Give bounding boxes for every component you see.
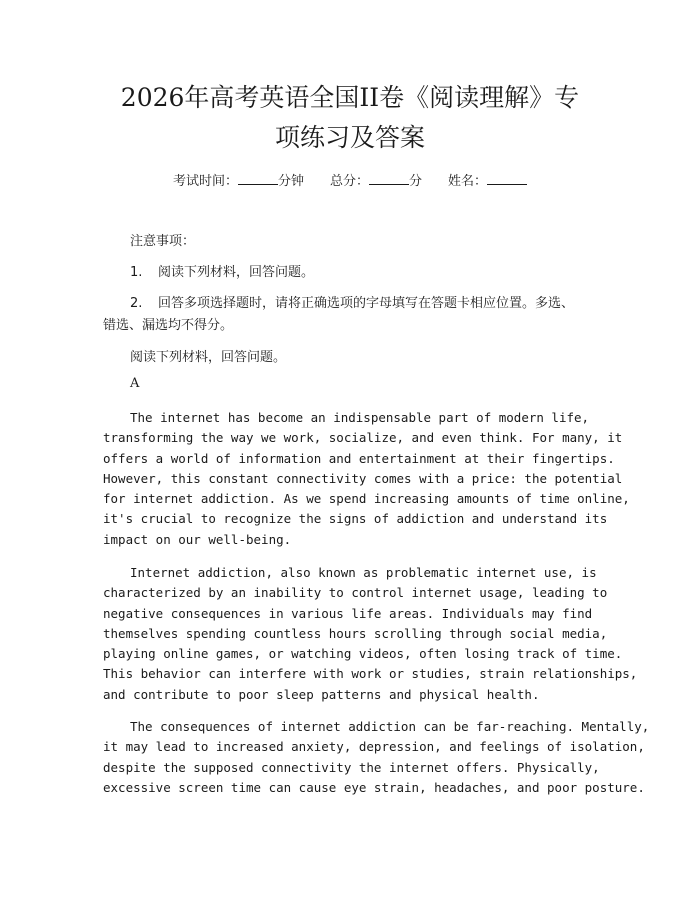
time-label: 考试时间： — [172, 174, 238, 189]
paragraph-line: excessive screen time can cause eye strain, headaches, and poor posture. — [103, 779, 645, 795]
title-line-2: 项练习及答案 — [274, 123, 425, 152]
reading-instruction: 阅读下列材料，回答问题。 — [130, 350, 287, 365]
notice-item-2-text-line-2: 错选、漏选均不得分。 — [103, 318, 234, 333]
score-label: 总分： — [329, 174, 369, 189]
notice-item-1-text: 阅读下列材料，回答问题。 — [158, 265, 315, 280]
paragraph-line: The internet has become an indispensable part of modern life, — [130, 410, 590, 425]
notice-title: 注意事项： — [130, 234, 196, 249]
paragraph-line: The consequences of internet addiction can be far-reaching. Mentally, — [130, 719, 650, 734]
passage-paragraph-2 — [103, 563, 638, 705]
paragraph-line: However, this constant connectivity comes with a price: the potential — [103, 470, 623, 486]
paragraph-line: characterized by an inability to control internet usage, leading to — [103, 585, 608, 601]
notice-item-2-number: 2. — [130, 296, 143, 311]
notice-item-2-text-line-1: 回答多项选择题时，请将正确选项的字母填写在答题卡相应位置。多选、 — [158, 296, 575, 311]
passage-paragraph-1 — [103, 408, 630, 550]
paragraph-line: This behavior can interfere with work or studies, strain relationships, — [103, 666, 638, 682]
paragraph-line: despite the supposed connectivity the internet offers. Physically, — [103, 759, 600, 775]
title-line-1: 2026年高考英语全国II卷《阅读理解》专 — [120, 83, 580, 112]
score-blank — [369, 172, 409, 185]
paragraph-line: transforming the way we work, socialize, and even think. For many, it — [103, 430, 623, 446]
paragraph-line: it's crucial to recognize the signs of addiction and understand its — [103, 511, 608, 527]
notice-item-2 — [130, 292, 574, 311]
paragraph-line: negative consequences in various life areas. Individuals may find — [103, 605, 593, 621]
paragraph-line: offers a world of information and entertainment at their fingertips. — [103, 450, 615, 466]
time-unit: 分钟 — [277, 174, 304, 189]
paragraph-line: and contribute to poor sleep patterns and physical health. — [103, 686, 540, 702]
paragraph-line: themselves spending countless hours scrolling through social media, — [103, 625, 608, 641]
name-label: 姓名： — [448, 174, 488, 189]
paragraph-line: Internet addiction, also known as problematic internet use, is — [130, 565, 597, 580]
section-label: A — [130, 376, 140, 391]
paragraph-line: impact on our well-being. — [103, 531, 292, 547]
notice-item-1-number: 1. — [130, 265, 143, 280]
time-blank — [238, 172, 278, 185]
notice-item-1 — [130, 261, 314, 280]
page-title — [60, 78, 640, 158]
exam-meta — [0, 170, 700, 189]
passage-paragraph-3 — [103, 717, 650, 798]
paragraph-line: it may lead to increased anxiety, depression, and feelings of isolation, — [103, 739, 645, 755]
score-unit: 分 — [409, 174, 423, 189]
paragraph-line: for internet addiction. As we spend increasing amounts of time online, — [103, 491, 630, 507]
name-blank — [487, 172, 527, 185]
paragraph-line: playing online games, or watching videos, often losing track of time. — [103, 646, 623, 662]
